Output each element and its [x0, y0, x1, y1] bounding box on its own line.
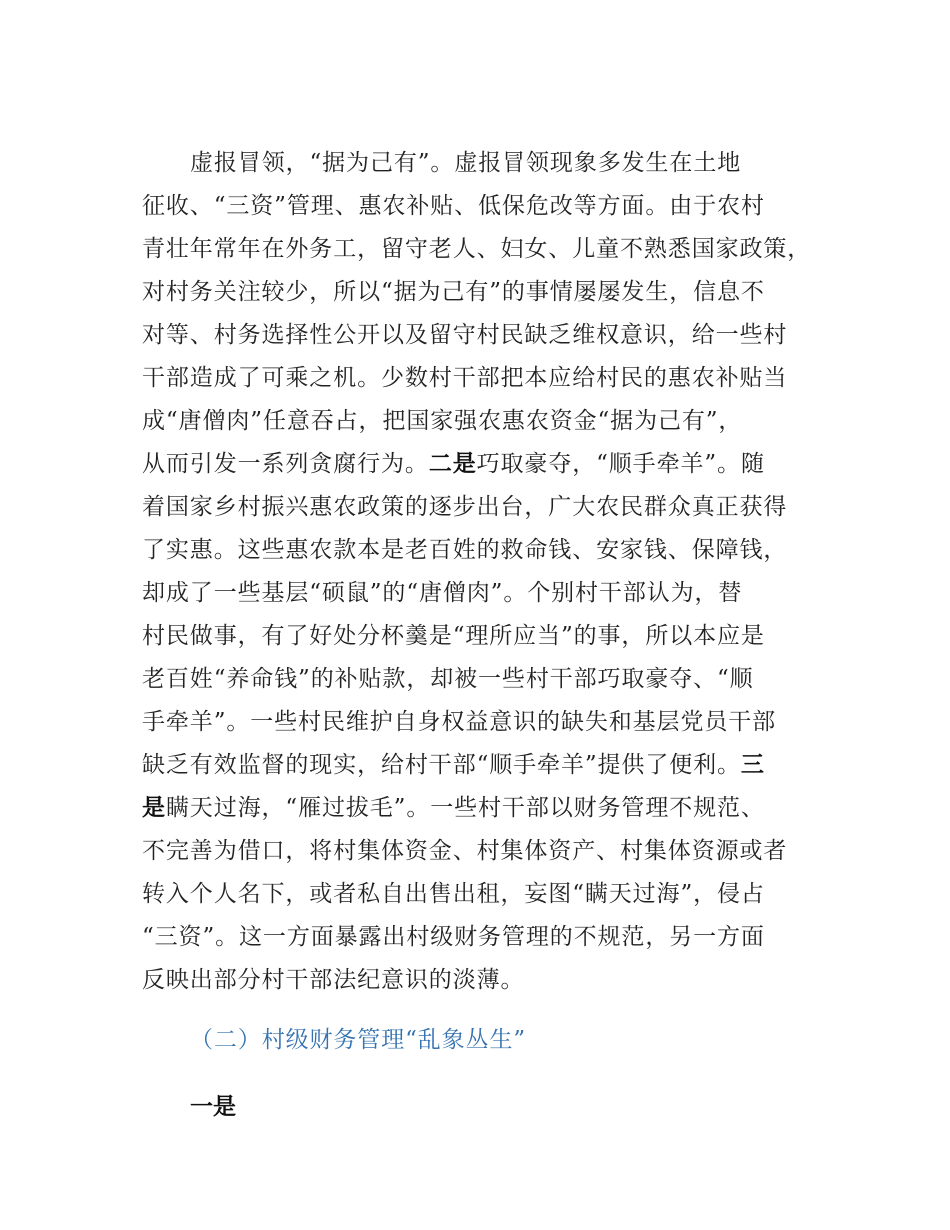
text-line: [142, 751, 765, 779]
text-line: 虚报冒领，“据为己有”。虚报冒领现象多发生在土地: [190, 150, 742, 176]
text-run: 从而引发一系列贪腐行为。: [142, 451, 429, 477]
text-line: 老百姓“养命钱”的补贴款，却被一些村干部巧取豪夺、“顺: [142, 666, 754, 692]
text-run: 缺乏有效监督的现实，给村干部“顺手牵羊”提供了便利。: [142, 752, 741, 778]
text-line: 干部造成了可乘之机。少数村干部把本应给村民的惠农补贴当: [142, 365, 788, 391]
text-line: 对村务关注较少，所以“据为己有”的事情屡屡发生，信息不: [142, 279, 765, 305]
text-line: 成“唐僧肉”任意吞占，把国家强农惠农资金“据为己有”，: [142, 408, 743, 434]
text-run: 瞒天过海，“雁过拔毛”。一些村干部以财务管理不规范、: [165, 795, 765, 821]
text-line: 不完善为借口，将村集体资金、村集体资产、村集体资源或者: [142, 838, 788, 864]
text-line: 却成了一些基层“硕鼠”的“唐僧肉”。个别村干部认为，替: [142, 580, 743, 606]
text-run: 巧取豪夺，“顺手牵羊”。随: [476, 451, 765, 477]
text-line: 着国家乡村振兴惠农政策的逐步出台，广大农民群众真正获得: [142, 494, 788, 520]
text-line: 对等、村务选择性公开以及留守村民缺乏维权意识，给一些村: [142, 322, 788, 348]
text-line: 了实惠。这些惠农款本是老百姓的救命钱、安家钱、保障钱，: [142, 537, 788, 563]
text-line: [142, 794, 765, 822]
point-label-three-part1: 三: [740, 751, 765, 778]
text-line: 征收、“三资”管理、惠农补贴、低保危改等方面。由于农村: [142, 193, 765, 219]
next-item-label: 一是: [190, 1093, 236, 1120]
text-line: 手牵羊”。一些村民维护自身权益意识的缺失和基层党员干部: [142, 709, 777, 735]
point-label-three-part2: 是: [142, 794, 166, 821]
text-line: [142, 450, 765, 478]
text-line: 青壮年常年在外务工，留守老人、妇女、儿童不熟悉国家政策，: [142, 236, 812, 262]
text-line: 转入个人名下，或者私自出售出租，妄图“瞒天过海”，侵占: [142, 881, 765, 907]
text-line: 村民做事，有了好处分杯羹是“理所应当”的事，所以本应是: [142, 623, 765, 649]
text-line: “三资”。这一方面暴露出村级财务管理的不规范，另一方面: [142, 924, 765, 950]
point-label-two: 二是: [428, 450, 477, 477]
text-line: 反映出部分村干部法纪意识的淡薄。: [142, 967, 525, 993]
section-heading: （二）村级财务管理“乱象丛生”: [190, 1027, 527, 1053]
